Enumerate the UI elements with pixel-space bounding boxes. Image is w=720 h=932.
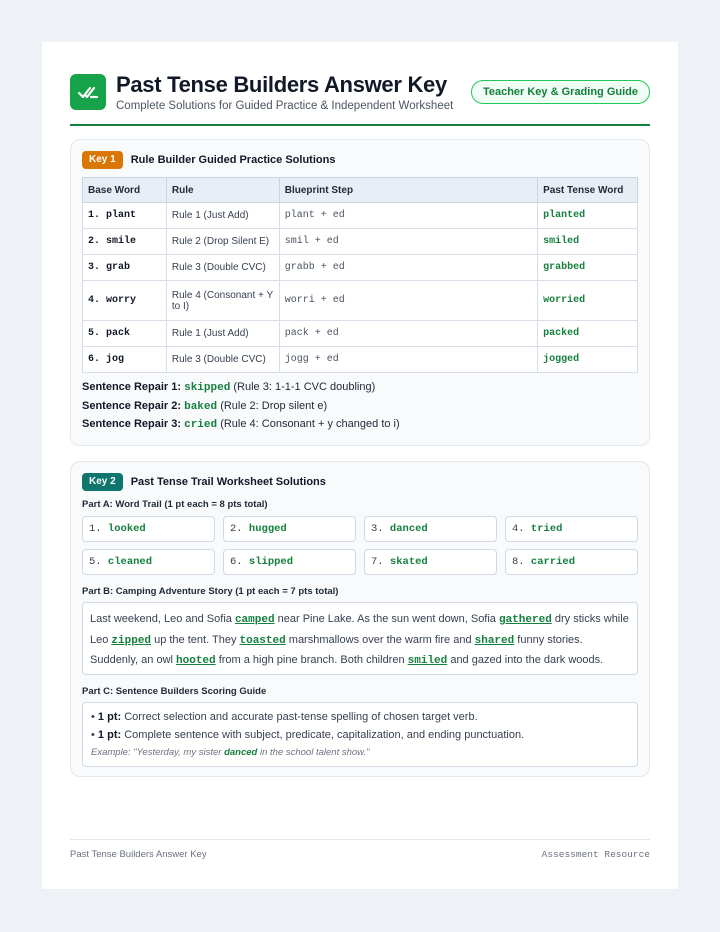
word-trail-item xyxy=(223,549,356,575)
key2-badge: Key 2 xyxy=(82,473,123,491)
item-answer: looked xyxy=(107,523,146,535)
column-header: Blueprint Step xyxy=(279,178,537,203)
item-number: 1. xyxy=(89,523,102,535)
base-word-cell: 3. grab xyxy=(83,255,167,281)
base-word-cell: 6. jog xyxy=(83,347,167,373)
item-number: 5. xyxy=(89,556,102,568)
repair-note: (Rule 4: Consonant + y changed to i) xyxy=(220,418,400,430)
story-text: dry sticks while Leo xyxy=(90,613,629,646)
blueprint-cell: smil + ed xyxy=(279,229,537,255)
blueprint-cell: jogg + ed xyxy=(279,347,537,373)
story-verb: toasted xyxy=(239,634,286,647)
item-answer: danced xyxy=(389,523,428,535)
rule-cell: Rule 4 (Consonant + Y to I) xyxy=(166,281,279,321)
scoring-text: Correct selection and accurate past-tense spelling of chosen target verb. xyxy=(124,711,478,723)
item-answer: cleaned xyxy=(107,556,153,568)
page-title: Past Tense Builders Answer Key xyxy=(116,72,447,97)
repair-answer: baked xyxy=(184,400,218,413)
teacher-key-badge: Teacher Key & Grading Guide xyxy=(471,80,650,104)
past-tense-cell: worried xyxy=(538,281,638,321)
footer-label: Assessment Resource xyxy=(541,849,650,860)
item-answer: carried xyxy=(530,556,576,568)
scoring-guide xyxy=(82,702,638,767)
word-trail-item xyxy=(82,549,215,575)
double-check-icon xyxy=(70,74,106,110)
sentence-repair-line xyxy=(82,397,400,416)
word-trail-item xyxy=(223,516,356,542)
key2-title: Past Tense Trail Worksheet Solutions xyxy=(130,476,326,488)
footer-title: Past Tense Builders Answer Key xyxy=(70,849,207,860)
key1-title: Rule Builder Guided Practice Solutions xyxy=(130,154,336,166)
word-trail-item xyxy=(82,516,215,542)
table-row xyxy=(83,255,638,281)
item-number: 2. xyxy=(230,523,243,535)
story-verb: smiled xyxy=(407,655,448,667)
past-tense-cell: smiled xyxy=(538,229,638,255)
table-row xyxy=(83,229,638,255)
part-a-label: Part A: Word Trail (1 pt each = 8 pts total) xyxy=(82,499,268,510)
story-verb: camped xyxy=(234,614,275,626)
answer-key-page xyxy=(42,42,678,889)
sentence-repair-line xyxy=(82,415,400,434)
repair-answer: skipped xyxy=(184,382,231,394)
story-text: Last weekend, Leo and Sofia xyxy=(90,613,235,625)
story-text: from a high pine branch. Both children xyxy=(215,654,408,666)
example-prefix: Example: "Yesterday, my sister xyxy=(91,747,225,758)
story-text: marshmallows over the warm fire and xyxy=(285,633,475,646)
past-tense-cell: packed xyxy=(538,321,638,347)
base-word-cell: 5. pack xyxy=(83,321,167,347)
key2-header xyxy=(82,473,326,491)
base-word-cell: 4. worry xyxy=(83,281,167,321)
past-tense-cell: grabbed xyxy=(538,255,638,281)
rule-builder-table xyxy=(82,177,638,373)
key1-badge: Key 1 xyxy=(82,151,123,169)
word-trail-item xyxy=(364,549,497,575)
part-c-label: Part C: Sentence Builders Scoring Guide xyxy=(82,686,267,697)
base-word-cell: 1. plant xyxy=(83,203,167,229)
table-row xyxy=(83,321,638,347)
table-header-row xyxy=(83,178,638,203)
item-number: 3. xyxy=(371,523,384,535)
base-word-cell: 2. smile xyxy=(83,229,167,255)
page-header xyxy=(70,72,650,126)
example-suffix: in the school talent show." xyxy=(257,747,370,758)
story-verb: hooted xyxy=(176,655,216,667)
repair-label: Sentence Repair 3: xyxy=(82,418,182,430)
item-answer: slipped xyxy=(248,556,294,568)
story-text: near Pine Lake. As the sun went down, Sofia xyxy=(274,613,499,625)
sentence-repairs xyxy=(82,378,400,434)
word-trail-item xyxy=(364,516,497,542)
column-header: Rule xyxy=(166,178,279,203)
scoring-line: • 1 pt: Complete sentence with subject, predicate, capitalization, and ending punctuation. xyxy=(91,729,525,741)
part-b-label: Part B: Camping Adventure Story (1 pt each = 7 pts total) xyxy=(82,586,339,597)
story-verb: gathered xyxy=(498,614,552,626)
item-number: 8. xyxy=(512,556,525,568)
item-answer: skated xyxy=(389,556,428,568)
key2-card xyxy=(70,461,650,777)
points-label: 1 pt: xyxy=(97,729,122,741)
story-verb: shared xyxy=(474,634,515,647)
rule-cell: Rule 1 (Just Add) xyxy=(166,203,279,229)
item-number: 4. xyxy=(512,523,525,535)
item-answer: tried xyxy=(530,523,563,535)
blueprint-cell: worri + ed xyxy=(279,281,537,321)
example-verb: danced xyxy=(224,747,258,758)
column-header: Past Tense Word xyxy=(538,178,638,203)
past-tense-cell: jogged xyxy=(538,347,638,373)
word-trail-item xyxy=(505,549,638,575)
rule-cell: Rule 2 (Drop Silent E) xyxy=(166,229,279,255)
repair-label: Sentence Repair 2: xyxy=(82,399,182,412)
item-number: 6. xyxy=(230,556,243,568)
blueprint-cell: pack + ed xyxy=(279,321,537,347)
sentence-repair-line xyxy=(82,378,400,397)
item-answer: hugged xyxy=(248,523,287,535)
rule-cell: Rule 1 (Just Add) xyxy=(166,321,279,347)
page-subtitle: Complete Solutions for Guided Practice & Independent Worksheet xyxy=(116,100,454,112)
key1-header xyxy=(82,151,335,169)
table-row xyxy=(83,281,638,321)
repair-answer: cried xyxy=(184,419,218,431)
blueprint-cell: grabb + ed xyxy=(279,255,537,281)
scoring-line: • 1 pt: Correct selection and accurate past-tense spelling of chosen target verb. xyxy=(91,711,478,723)
story-text: and gazed into the dark woods. xyxy=(447,654,604,666)
word-trail-item xyxy=(505,516,638,542)
page-footer xyxy=(70,839,650,869)
rule-cell: Rule 3 (Double CVC) xyxy=(166,347,279,373)
camping-story xyxy=(82,602,638,675)
repair-note: (Rule 2: Drop silent e) xyxy=(220,399,328,412)
story-text: funny stories. Suddenly, an owl xyxy=(90,633,583,666)
table-row xyxy=(83,347,638,373)
blueprint-cell: plant + ed xyxy=(279,203,537,229)
repair-note: (Rule 3: 1-1-1 CVC doubling) xyxy=(233,381,376,393)
example-sentence xyxy=(91,744,629,761)
scoring-text: Complete sentence with subject, predicate, capitalization, and ending punctuation. xyxy=(124,729,525,741)
item-number: 7. xyxy=(371,556,384,568)
column-header: Base Word xyxy=(83,178,167,203)
past-tense-cell: planted xyxy=(538,203,638,229)
table-row xyxy=(83,203,638,229)
rule-cell: Rule 3 (Double CVC) xyxy=(166,255,279,281)
points-label: 1 pt: xyxy=(97,711,122,723)
story-text: up the tent. They xyxy=(151,633,240,646)
story-verb: zipped xyxy=(111,634,152,647)
repair-label: Sentence Repair 1: xyxy=(82,381,182,393)
key1-card xyxy=(70,139,650,446)
